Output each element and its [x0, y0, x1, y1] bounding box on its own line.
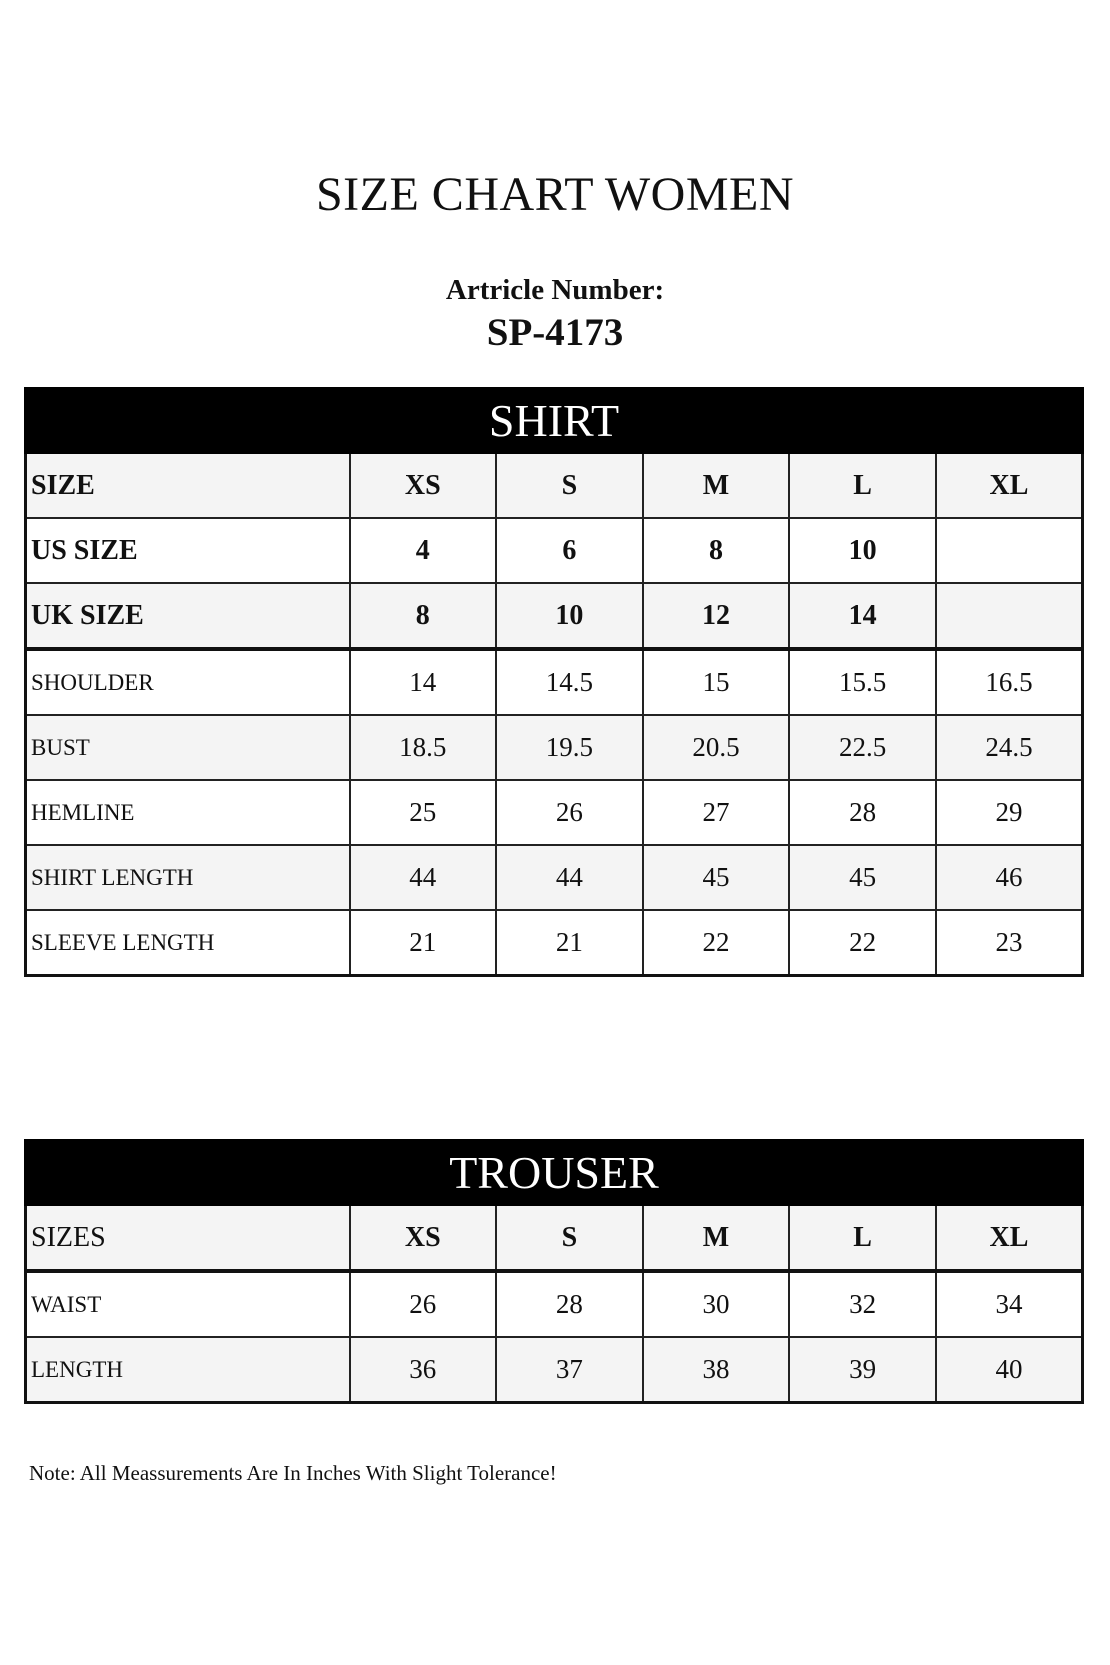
- table-cell: 28: [789, 780, 936, 845]
- shirt-banner: SHIRT: [26, 389, 1083, 453]
- article-number-value: SP-4173: [486, 311, 624, 354]
- measurement-note: Note: All Meassurements Are In Inches With Slight Tolerance!: [29, 1461, 557, 1485]
- table-cell: 23: [936, 910, 1083, 976]
- table-cell: XL: [936, 453, 1083, 519]
- table-row: [26, 649, 1083, 715]
- table-cell: 40: [936, 1337, 1083, 1403]
- table-cell: 39: [789, 1337, 936, 1403]
- table-cell: 26: [496, 780, 643, 845]
- shirt-size-table: [24, 387, 1084, 977]
- table-cell: [936, 518, 1083, 583]
- table-cell: 14: [789, 583, 936, 649]
- table-cell: 21: [350, 910, 497, 976]
- table-cell: 22.5: [789, 715, 936, 780]
- table-cell: S: [496, 1205, 643, 1272]
- table-cell: 15.5: [789, 649, 936, 715]
- table-cell: 20.5: [643, 715, 790, 780]
- table-cell: [936, 583, 1083, 649]
- table-cell: 18.5: [350, 715, 497, 780]
- table-cell: UK SIZE: [26, 583, 350, 649]
- table-cell: 44: [496, 845, 643, 910]
- table-cell: 30: [643, 1271, 790, 1337]
- table-cell: 38: [643, 1337, 790, 1403]
- table-cell: 8: [643, 518, 790, 583]
- table-row: [26, 780, 1083, 845]
- table-cell: 4: [350, 518, 497, 583]
- table-cell: 45: [643, 845, 790, 910]
- table-cell: SLEEVE LENGTH: [26, 910, 350, 976]
- table-cell: 16.5: [936, 649, 1083, 715]
- trouser-banner: TROUSER: [26, 1141, 1083, 1205]
- table-cell: 6: [496, 518, 643, 583]
- page-title: SIZE CHART WOMEN: [315, 168, 794, 221]
- table-cell: 44: [350, 845, 497, 910]
- table-cell: M: [643, 453, 790, 519]
- table-cell: 28: [496, 1271, 643, 1337]
- table-cell: XS: [350, 1205, 497, 1272]
- table-cell: SHIRT LENGTH: [26, 845, 350, 910]
- table-cell: 45: [789, 845, 936, 910]
- uk-size-row: [26, 583, 1083, 649]
- table-cell: 32: [789, 1271, 936, 1337]
- table-cell: HEMLINE: [26, 780, 350, 845]
- table-cell: SIZES: [26, 1205, 350, 1272]
- table-cell: 12: [643, 583, 790, 649]
- table-cell: M: [643, 1205, 790, 1272]
- table-cell: 27: [643, 780, 790, 845]
- table-cell: BUST: [26, 715, 350, 780]
- table-cell: 15: [643, 649, 790, 715]
- trouser-size-table: [24, 1139, 1084, 1404]
- table-cell: XL: [936, 1205, 1083, 1272]
- table-cell: 24.5: [936, 715, 1083, 780]
- table-cell: 22: [643, 910, 790, 976]
- table-cell: 46: [936, 845, 1083, 910]
- table-cell: US SIZE: [26, 518, 350, 583]
- table-cell: 34: [936, 1271, 1083, 1337]
- table-cell: 36: [350, 1337, 497, 1403]
- table-cell: SIZE: [26, 453, 350, 519]
- shirt-size-header-row: [26, 453, 1083, 519]
- table-cell: 10: [496, 583, 643, 649]
- table-cell: 14.5: [496, 649, 643, 715]
- table-cell: L: [789, 1205, 936, 1272]
- table-cell: L: [789, 453, 936, 519]
- table-cell: 26: [350, 1271, 497, 1337]
- table-cell: 21: [496, 910, 643, 976]
- table-row: [26, 910, 1083, 976]
- table-cell: 8: [350, 583, 497, 649]
- table-cell: 10: [789, 518, 936, 583]
- table-cell: WAIST: [26, 1271, 350, 1337]
- table-cell: 19.5: [496, 715, 643, 780]
- table-cell: 22: [789, 910, 936, 976]
- table-cell: 37: [496, 1337, 643, 1403]
- table-cell: 29: [936, 780, 1083, 845]
- table-cell: 14: [350, 649, 497, 715]
- table-cell: LENGTH: [26, 1337, 350, 1403]
- table-row: [26, 1271, 1083, 1337]
- table-row: [26, 845, 1083, 910]
- table-row: [26, 715, 1083, 780]
- table-row: [26, 1337, 1083, 1403]
- article-number-label: Artricle Number:: [445, 274, 665, 306]
- table-cell: 25: [350, 780, 497, 845]
- table-cell: S: [496, 453, 643, 519]
- table-cell: SHOULDER: [26, 649, 350, 715]
- table-cell: XS: [350, 453, 497, 519]
- us-size-row: [26, 518, 1083, 583]
- trouser-size-header-row: [26, 1205, 1083, 1272]
